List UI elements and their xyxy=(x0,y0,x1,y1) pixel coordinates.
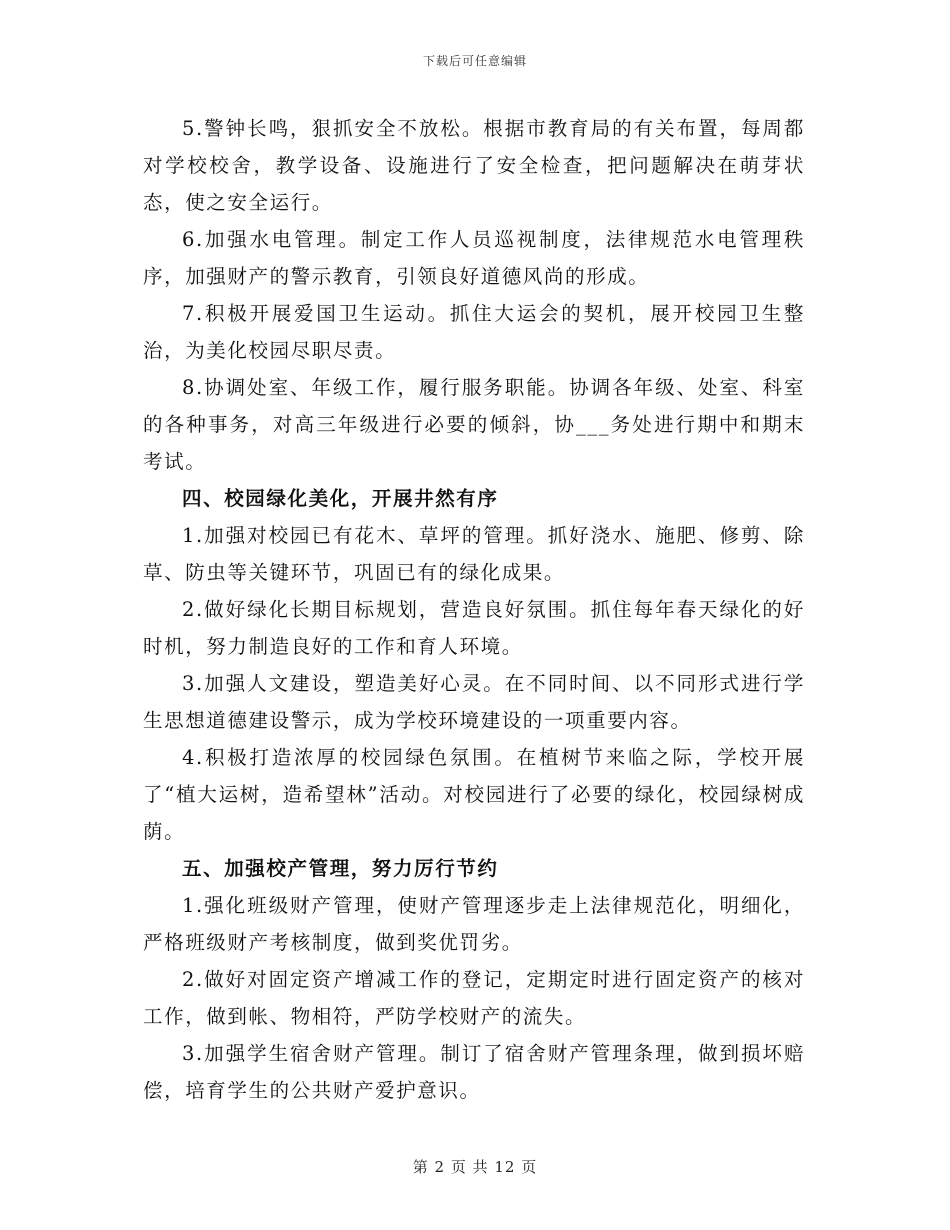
paragraph-4-3: 3.加强人文建设，塑造美好心灵。在不同时间、以不同形式进行学生思想道德建设警示，成为学校环境建设的一项重要内容。 xyxy=(143,672,805,732)
page-number: 第 2 页 共 12 页 xyxy=(412,1158,538,1176)
paragraph-5-2: 2.做好对固定资产增减工作的登记，定期定时进行固定资产的核对工作，做到帐、物相符，严防学校财产的流失。 xyxy=(143,968,805,1028)
document-body xyxy=(143,110,805,1109)
paragraph-5-1: 1.强化班级财产管理，使财产管理逐步走上法律规范化，明细化，严格班级财产考核制度，做到奖优罚劣。 xyxy=(143,894,805,954)
paragraph-5: 5.警钟长鸣，狠抓安全不放松。根据市教育局的有关布置，每周都对学校校舍，教学设备、设施进行了安全检查，把问题解决在萌芽状态，使之安全运行。 xyxy=(143,117,805,214)
paragraph-4-1: 1.加强对校园已有花木、草坪的管理。抓好浇水、施肥、修剪、除草、防虫等关键环节，巩固已有的绿化成果。 xyxy=(143,524,805,584)
paragraph-4-4: 4.积极打造浓厚的校园绿色氛围。在植树节来临之际，学校开展了“植大运树，造希望林”活动。对校园进行了必要的绿化，校园绿树成荫。 xyxy=(143,746,805,843)
page-header: 下载后可任意编辑 xyxy=(422,54,527,68)
paragraph-5-3: 3.加强学生宿舍财产管理。制订了宿舍财产管理条理，做到损坏赔偿，培育学生的公共财产爱护意识。 xyxy=(143,1042,805,1102)
paragraph-4-2: 2.做好绿化长期目标规划，营造良好氛围。抓住每年春天绿化的好时机，努力制造良好的工作和育人环境。 xyxy=(143,598,805,658)
paragraph-7: 7.积极开展爱国卫生运动。抓住大运会的契机，展开校园卫生整治，为美化校园尽职尽责。 xyxy=(143,302,805,362)
paragraph-6: 6.加强水电管理。制定工作人员巡视制度，法律规范水电管理秩序，加强财产的警示教育，引领良好道德风尚的形成。 xyxy=(143,228,805,288)
paragraph-8: 8.协调处室、年级工作，履行服务职能。协调各年级、处室、科室的各种事务，对高三年级进行必要的倾斜，协___务处进行期中和期末考试。 xyxy=(143,376,805,473)
section-heading-4: 四、校园绿化美化，开展井然有序 xyxy=(182,487,499,510)
section-heading-5: 五、加强校产管理，努力厉行节约 xyxy=(182,857,499,880)
